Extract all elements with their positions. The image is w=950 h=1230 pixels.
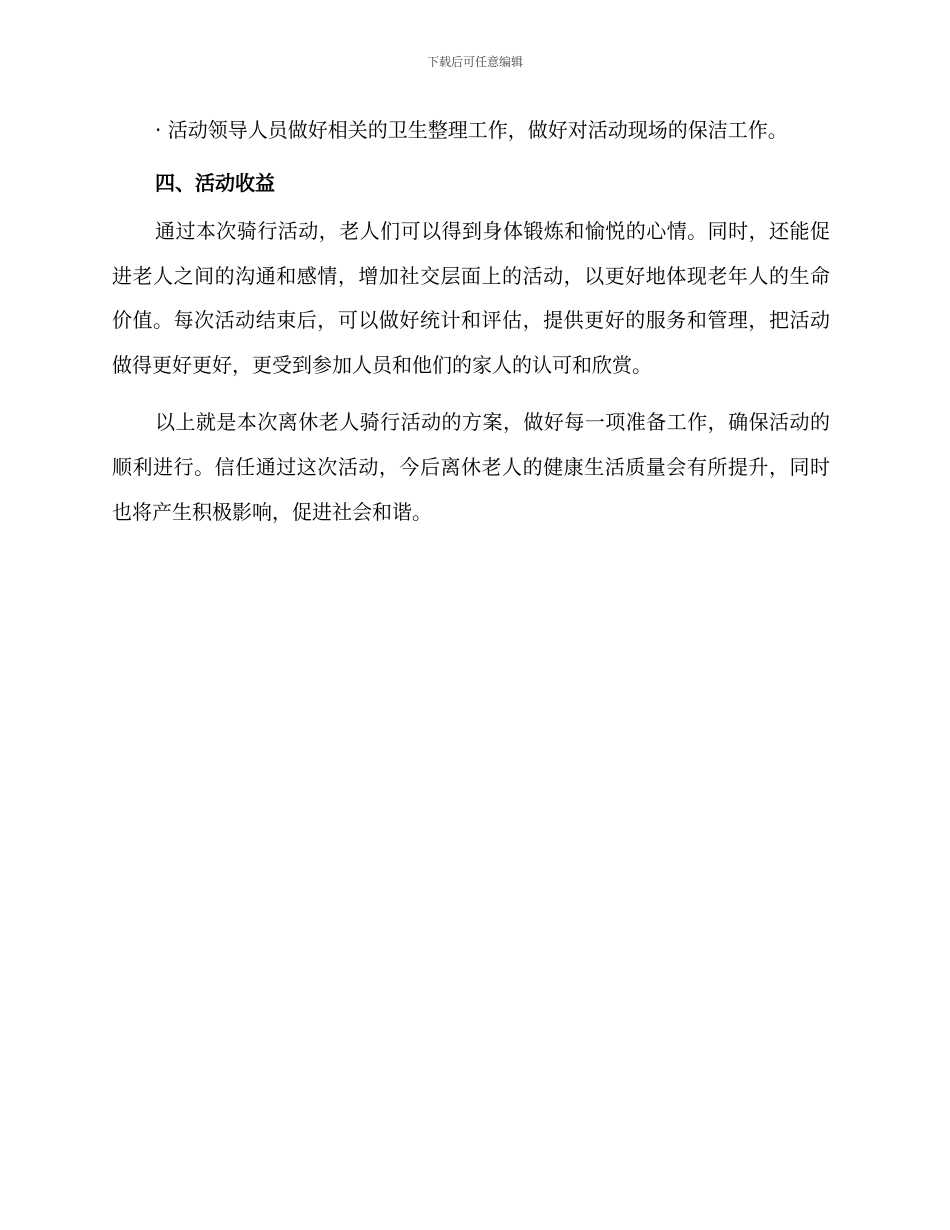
body-paragraph-conclusion: 以上就是本次离休老人骑行活动的方案，做好每一项准备工作，确保活动的顺利进行。信任通过这次活动，今后离休老人的健康生活质量会有所提升，同时也将产生积极影响，促进社会和谐。 <box>112 409 830 524</box>
body-paragraph-benefits: 通过本次骑行活动，老人们可以得到身体锻炼和愉悦的心情。同时，还能促进老人之间的沟通和感情，增加社交层面上的活动，以更好地体现老年人的生命价值。每次活动结束后，可以做好统计和评估，提供更好的服务和管理，把活动做得更好更好，更受到参加人员和他们的家人的认可和欣赏。 <box>112 218 830 378</box>
document-body <box>112 108 830 534</box>
page-header: 下载后可任意编辑 <box>426 55 523 69</box>
section-heading: 四、活动收益 <box>155 170 275 195</box>
bullet-paragraph: · 活动领导人员做好相关的卫生整理工作，做好对活动现场的保洁工作。 <box>155 118 788 142</box>
